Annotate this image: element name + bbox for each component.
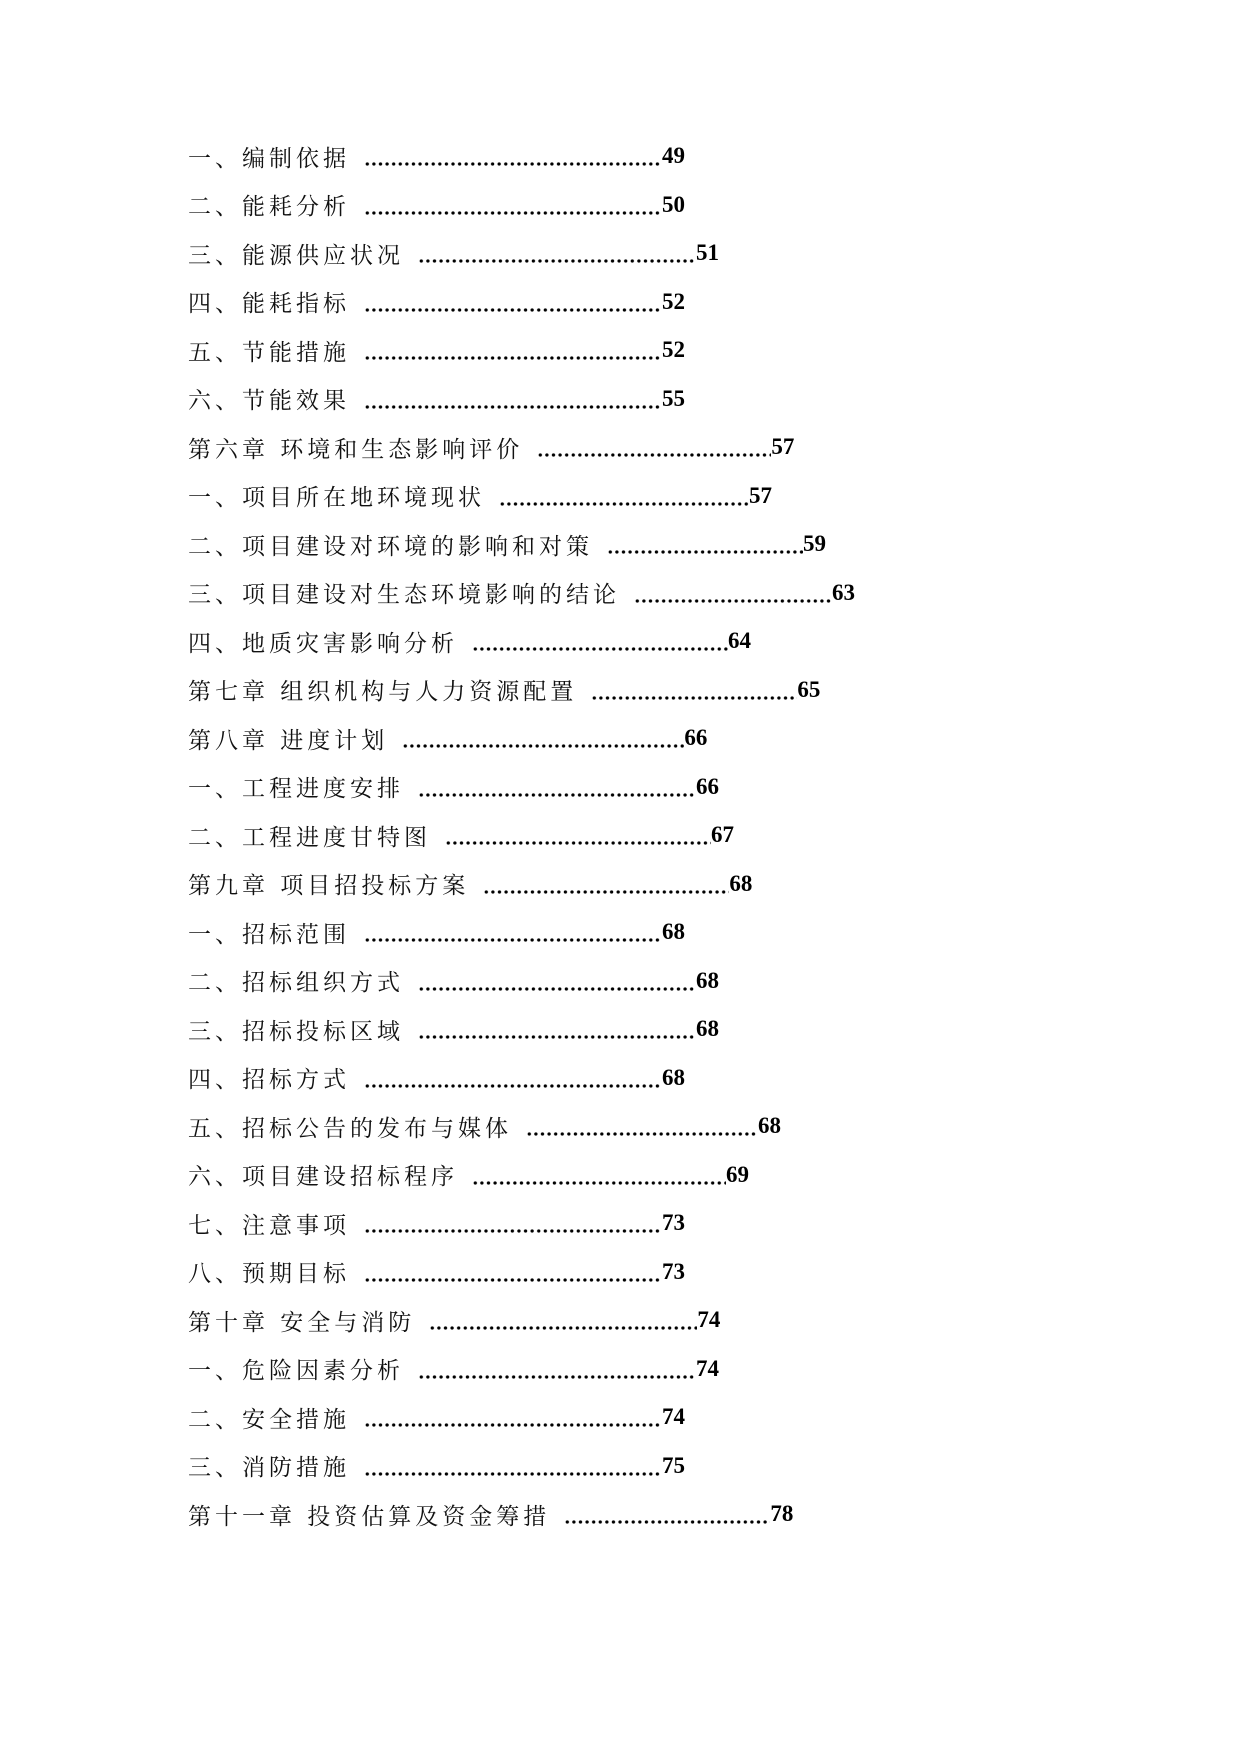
toc-entry[interactable] (188, 672, 820, 708)
toc-entry-page-number: 74 (696, 1355, 719, 1381)
toc-entry-title: 六、节能效果 (188, 388, 350, 414)
toc-entry-title: 二、能耗分析 (188, 194, 350, 220)
toc-dot-leader (364, 405, 662, 409)
toc-dot-leader (364, 1229, 662, 1233)
toc-entry-title: 第九章 项目招投标方案 (188, 873, 470, 899)
toc-entry[interactable] (188, 332, 685, 368)
toc-dot-leader (364, 938, 662, 942)
toc-dot-leader (472, 647, 728, 651)
toc-entry-page-number: 59 (803, 531, 826, 556)
toc-entry-title: 八、预期目标 (188, 1261, 350, 1287)
toc-dot-leader (564, 1520, 770, 1524)
toc-entry-title: 二、工程进度甘特图 (188, 824, 431, 851)
toc-entry-page-number: 64 (728, 628, 751, 653)
toc-entry-page-number: 57 (749, 482, 772, 508)
toc-dot-leader (418, 1375, 696, 1379)
toc-entry-page-number: 66 (684, 725, 708, 750)
toc-entry-page-number: 68 (696, 967, 719, 993)
toc-entry[interactable] (188, 284, 685, 320)
toc-entry-page-number: 73 (662, 1210, 685, 1235)
toc-dot-leader (591, 696, 797, 700)
toc-dot-leader (418, 1035, 696, 1039)
toc-entry-page-number: 78 (770, 1501, 794, 1526)
toc-dot-leader (472, 1181, 726, 1185)
toc-entry-page-number: 63 (832, 579, 855, 605)
toc-dot-leader (634, 599, 832, 603)
toc-entry-title: 四、能耗指标 (188, 291, 350, 317)
toc-entry[interactable] (188, 769, 719, 805)
toc-entry-page-number: 52 (662, 288, 685, 314)
toc-entry-page-number: 65 (797, 676, 821, 702)
toc-entry-page-number: 57 (771, 434, 795, 459)
toc-entry-title: 一、编制依据 (188, 145, 350, 172)
toc-entry-page-number: 68 (758, 1113, 781, 1138)
toc-entry-title: 第八章 进度计划 (188, 727, 389, 754)
toc-entry-title: 一、工程进度安排 (188, 776, 404, 802)
toc-entry[interactable] (188, 526, 826, 562)
toc-entry-page-number: 50 (662, 191, 685, 217)
toc-entry-title: 第六章 环境和生态影响评价 (188, 436, 524, 463)
toc-dot-leader (429, 1326, 697, 1330)
toc-dot-leader (364, 308, 662, 312)
toc-dot-leader (607, 550, 803, 554)
toc-entry[interactable] (188, 478, 772, 514)
toc-entry[interactable] (188, 1254, 685, 1290)
toc-entry[interactable] (188, 1448, 685, 1484)
toc-dot-leader (445, 841, 711, 845)
toc-entry[interactable] (188, 1302, 720, 1338)
toc-entry[interactable] (188, 1399, 685, 1435)
toc-entry-page-number: 66 (696, 773, 719, 799)
toc-dot-leader (418, 987, 696, 991)
toc-entry-title: 二、项目建设对环境的影响和对策 (188, 533, 593, 560)
toc-entry-page-number: 51 (696, 240, 719, 265)
toc-entry[interactable] (188, 720, 707, 756)
toc-entry-page-number: 68 (696, 1016, 719, 1041)
toc-entry-title: 第七章 组织机构与人力资源配置 (188, 679, 578, 705)
toc-entry-page-number: 74 (697, 1307, 721, 1332)
toc-entry-title: 三、能源供应状况 (188, 242, 404, 269)
toc-entry[interactable] (188, 235, 719, 271)
toc-dot-leader (364, 1084, 662, 1088)
toc-entry-title: 一、招标范围 (188, 921, 350, 948)
toc-entry-page-number: 52 (662, 337, 685, 362)
toc-entry[interactable] (188, 623, 751, 659)
toc-entry-title: 第十章 安全与消防 (188, 1309, 416, 1336)
toc-entry[interactable] (188, 138, 685, 174)
toc-entry[interactable] (188, 817, 734, 853)
toc-entry-page-number: 68 (662, 919, 685, 944)
toc-entry[interactable] (188, 381, 685, 417)
toc-dot-leader (364, 1472, 662, 1476)
toc-entry-title: 五、节能措施 (188, 339, 350, 366)
toc-entry-title: 第十一章 投资估算及资金筹措 (188, 1503, 551, 1530)
toc-entry[interactable] (188, 1108, 781, 1144)
toc-entry[interactable] (188, 575, 855, 611)
toc-entry[interactable] (188, 1011, 719, 1047)
toc-entry-page-number: 75 (662, 1452, 685, 1478)
toc-entry-title: 三、招标投标区域 (188, 1018, 404, 1045)
toc-entry-title: 七、注意事项 (188, 1212, 350, 1239)
toc-dot-leader (537, 453, 771, 457)
toc-entry-page-number: 68 (729, 870, 753, 896)
toc-entry[interactable] (188, 1496, 793, 1532)
toc-entry-title: 三、项目建设对生态环境影响的结论 (188, 582, 620, 608)
toc-entry[interactable] (188, 914, 685, 950)
toc-entry[interactable] (188, 1351, 719, 1387)
toc-entry[interactable] (188, 1157, 749, 1193)
toc-entry-page-number: 68 (662, 1064, 685, 1090)
toc-entry-page-number: 73 (662, 1258, 685, 1284)
toc-entry-title: 二、招标组织方式 (188, 970, 404, 996)
toc-entry-title: 三、消防措施 (188, 1455, 350, 1481)
toc-dot-leader (364, 211, 662, 215)
toc-entry-title: 一、项目所在地环境现状 (188, 485, 485, 511)
toc-entry[interactable] (188, 1205, 685, 1241)
toc-entry-title: 一、危险因素分析 (188, 1358, 404, 1384)
toc-dot-leader (364, 356, 662, 360)
toc-entry[interactable] (188, 963, 719, 999)
toc-dot-leader (499, 502, 749, 506)
toc-entry-page-number: 74 (662, 1404, 685, 1429)
toc-dot-leader (364, 162, 662, 166)
toc-entry-title: 五、招标公告的发布与媒体 (188, 1115, 512, 1142)
toc-dot-leader (418, 259, 696, 263)
toc-dot-leader (483, 890, 729, 894)
toc-dot-leader (526, 1132, 758, 1136)
toc-entry-title: 四、地质灾害影响分析 (188, 630, 458, 657)
toc-entry[interactable] (188, 187, 685, 223)
toc-dot-leader (364, 1423, 662, 1427)
toc-entry[interactable] (188, 866, 752, 902)
toc-entry[interactable] (188, 1060, 685, 1096)
toc-entry-title: 六、项目建设招标程序 (188, 1164, 458, 1190)
toc-dot-leader (402, 744, 684, 748)
toc-entry-page-number: 55 (662, 385, 685, 411)
toc-entry[interactable] (188, 429, 794, 465)
toc-entry-page-number: 69 (726, 1161, 749, 1187)
toc-entry-title: 二、安全措施 (188, 1406, 350, 1433)
toc-entry-page-number: 49 (662, 143, 685, 168)
toc-dot-leader (418, 793, 696, 797)
toc-dot-leader (364, 1278, 662, 1282)
toc-entry-title: 四、招标方式 (188, 1067, 350, 1093)
toc-entry-page-number: 67 (711, 822, 734, 847)
